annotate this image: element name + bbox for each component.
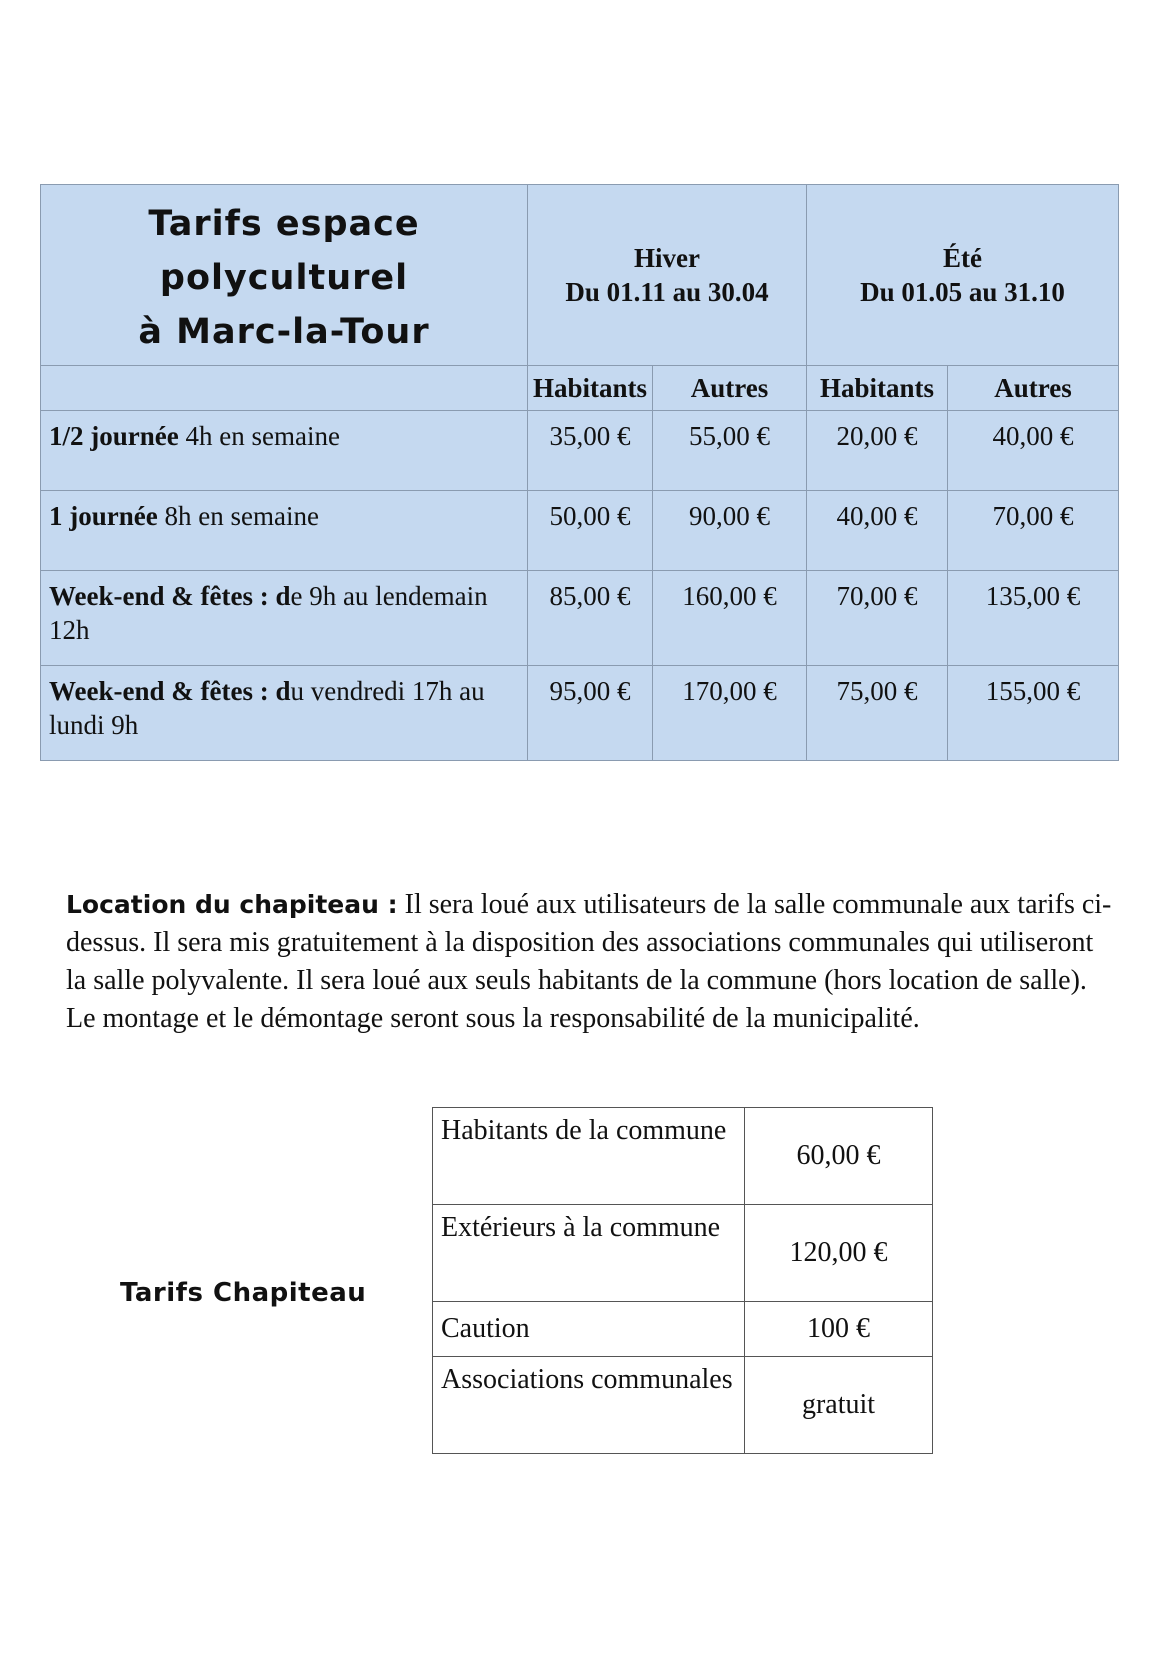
chapiteau-row-price: 60,00 € (745, 1108, 933, 1205)
table-row (433, 1108, 933, 1205)
chapiteau-row-price: 120,00 € (745, 1205, 933, 1302)
table-title-line: à Marc-la-Tour (138, 312, 430, 352)
price-cell: 70,00 € (948, 491, 1119, 571)
tariff-table (40, 184, 1119, 761)
row-label (41, 411, 528, 491)
chapiteau-row-name: Associations communales (433, 1357, 745, 1454)
chapiteau-row-price: 100 € (745, 1302, 933, 1357)
row-label-rest: u vendredi 17h au lundi 9h (49, 676, 485, 740)
row-label-bold: Week-end & fêtes : d (49, 581, 291, 611)
table-subheader-row (41, 366, 1119, 411)
row-label-rest: 4h en semaine (178, 421, 340, 451)
location-paragraph (66, 886, 1116, 1038)
chapiteau-label: Tarifs Chapiteau (120, 1278, 367, 1308)
price-cell: 155,00 € (948, 666, 1119, 761)
chapiteau-row-name: Extérieurs à la commune (433, 1205, 745, 1302)
row-label-bold: Week-end & fêtes : d (49, 676, 291, 706)
price-cell: 40,00 € (948, 411, 1119, 491)
row-label-rest: 8h en semaine (157, 501, 319, 531)
row-label (41, 491, 528, 571)
table-row (433, 1357, 933, 1454)
chapiteau-row-name: Habitants de la commune (433, 1108, 745, 1205)
summer-period: Du 01.05 au 31.10 (860, 277, 1065, 307)
price-cell: 40,00 € (807, 491, 948, 571)
price-cell: 95,00 € (528, 666, 653, 761)
summer-others-header: Autres (948, 366, 1119, 411)
summer-residents-header: Habitants (807, 366, 948, 411)
table-row (41, 571, 1119, 666)
winter-others-header: Autres (653, 366, 807, 411)
price-cell: 70,00 € (807, 571, 948, 666)
price-cell: 20,00 € (807, 411, 948, 491)
price-cell: 55,00 € (653, 411, 807, 491)
table-row (41, 411, 1119, 491)
table-row (433, 1205, 933, 1302)
table-title (41, 185, 528, 366)
summer-header (807, 185, 1119, 366)
table-title-line: Tarifs espace (148, 204, 420, 244)
row-label (41, 666, 528, 761)
price-cell: 170,00 € (653, 666, 807, 761)
table-header-row (41, 185, 1119, 366)
table-row (433, 1302, 933, 1357)
price-cell: 85,00 € (528, 571, 653, 666)
winter-period: Du 01.11 au 30.04 (565, 277, 769, 307)
row-label (41, 571, 528, 666)
table-row (41, 491, 1119, 571)
price-cell: 160,00 € (653, 571, 807, 666)
table-title-line: polyculturel (159, 258, 409, 298)
price-cell: 135,00 € (948, 571, 1119, 666)
chapiteau-table (432, 1107, 933, 1454)
price-cell: 75,00 € (807, 666, 948, 761)
price-cell: 50,00 € (528, 491, 653, 571)
location-lead: Location du chapiteau : (66, 890, 398, 919)
location-text: Il sera loué aux utilisateurs de la salle communale aux tarifs ci-dessus. Il sera mis gratuitement à la disposition des associations communales qui utiliseront la salle polyvalente. Il sera loué aux seuls habitants de la commune (hors location de salle). Le montage et le démontage seront sous la responsabilité de la municipalité. (66, 889, 1112, 1034)
summer-name: Été (943, 243, 982, 273)
row-label-bold: 1 journée (49, 501, 158, 531)
row-label-rest: e 9h au lendemain 12h (49, 581, 488, 645)
price-cell: 35,00 € (528, 411, 653, 491)
chapiteau-row-name: Caution (433, 1302, 745, 1357)
row-label-bold: 1/2 journée (49, 421, 179, 451)
winter-residents-header: Habitants (528, 366, 653, 411)
table-row (41, 666, 1119, 761)
winter-name: Hiver (634, 243, 700, 273)
price-cell: 90,00 € (653, 491, 807, 571)
winter-header (528, 185, 807, 366)
empty-cell (41, 366, 528, 411)
chapiteau-row-price: gratuit (745, 1357, 933, 1454)
